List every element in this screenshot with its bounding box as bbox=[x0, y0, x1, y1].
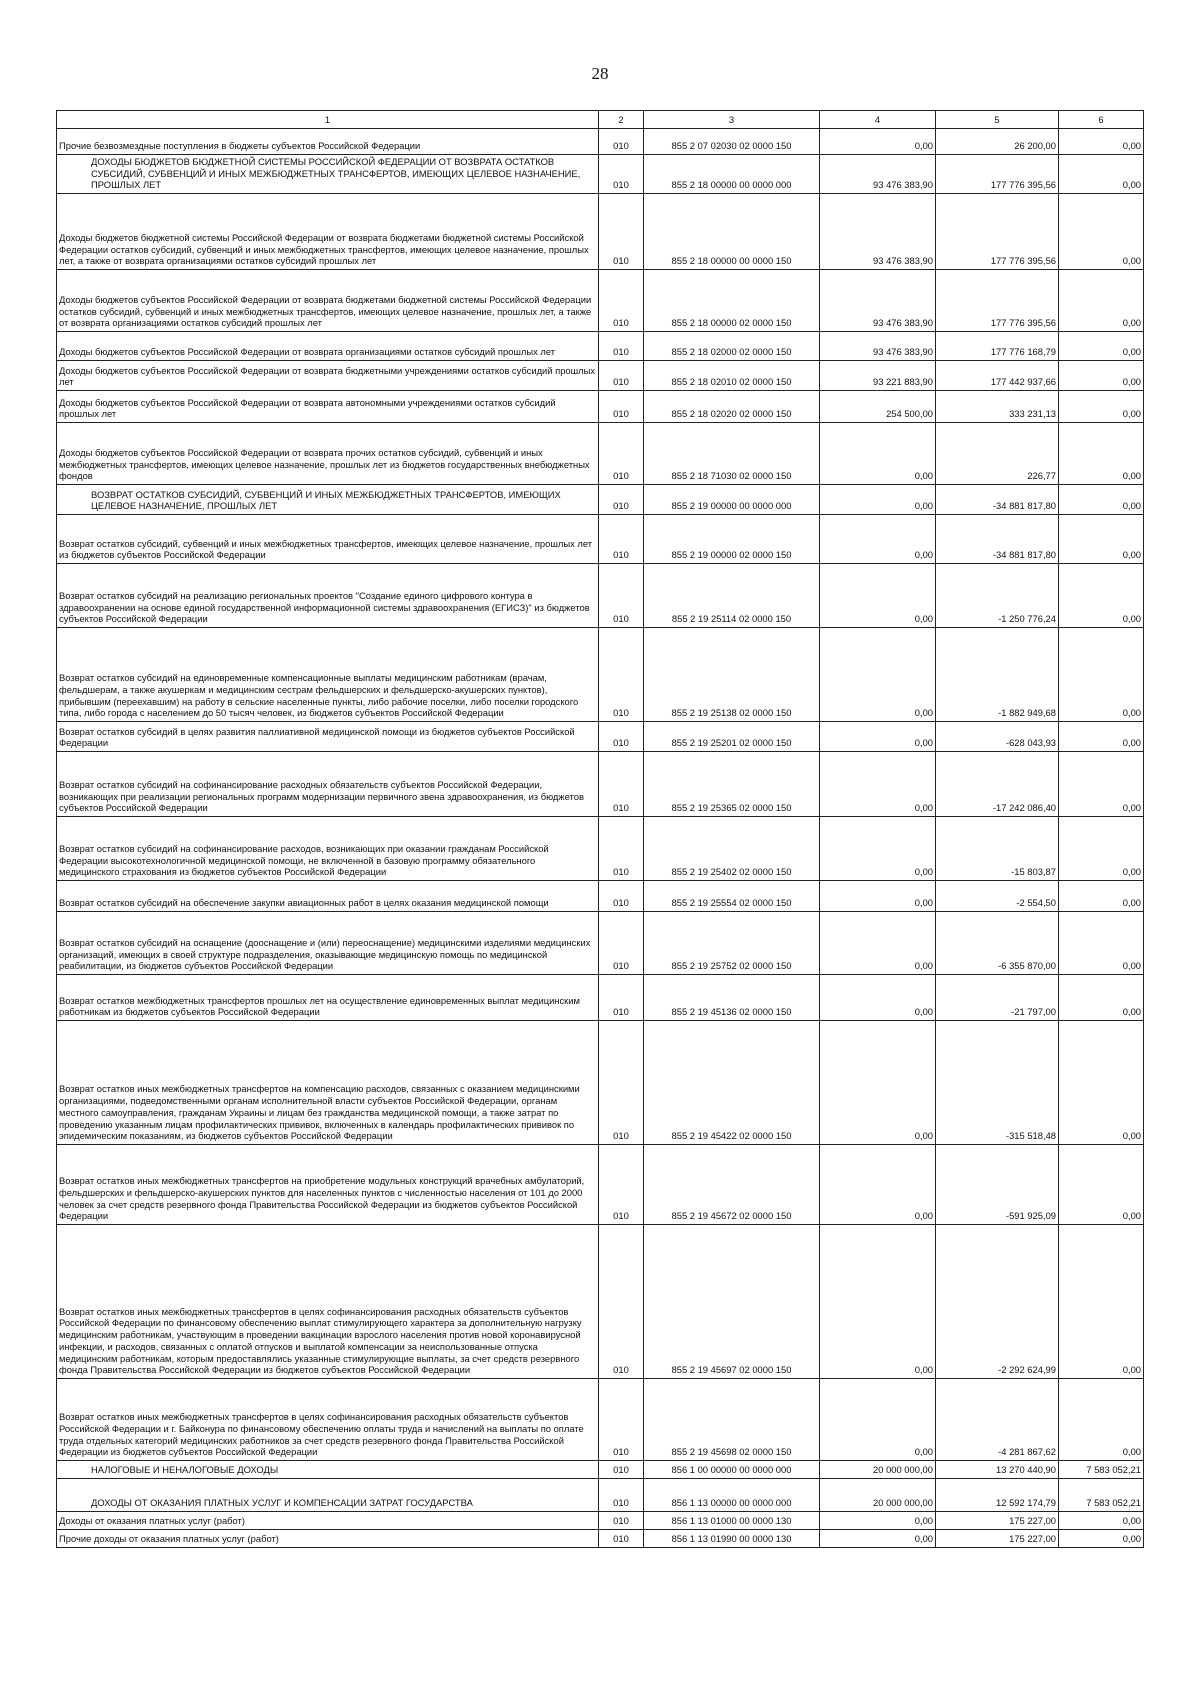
row-line-code: 010 bbox=[599, 361, 644, 391]
row-value-col5: -6 355 870,00 bbox=[936, 912, 1059, 975]
row-budget-code: 855 2 18 02020 02 0000 150 bbox=[644, 391, 820, 423]
table-row bbox=[57, 912, 1144, 975]
row-line-code: 010 bbox=[599, 1225, 644, 1379]
row-budget-code: 856 1 13 00000 00 0000 000 bbox=[644, 1479, 820, 1512]
row-value-col6: 0,00 bbox=[1059, 564, 1144, 628]
row-budget-code: 855 2 18 00000 02 0000 150 bbox=[644, 270, 820, 332]
table-row bbox=[57, 722, 1144, 752]
row-budget-code: 855 2 18 02000 02 0000 150 bbox=[644, 332, 820, 361]
row-value-col4: 0,00 bbox=[820, 1225, 936, 1379]
row-value-col4: 0,00 bbox=[820, 912, 936, 975]
row-budget-code: 855 2 19 00000 02 0000 150 bbox=[644, 515, 820, 564]
header-row bbox=[57, 111, 1144, 129]
row-value-col5: 12 592 174,79 bbox=[936, 1479, 1059, 1512]
row-value-col4: 0,00 bbox=[820, 485, 936, 515]
row-value-col5: -2 554,50 bbox=[936, 881, 1059, 912]
row-value-col5: -34 881 817,80 bbox=[936, 485, 1059, 515]
row-description: Возврат остатков субсидий на реализацию региональных проектов "Создание единого цифрового контура в здравоохранении на основе единой государственной информационной системы здравоохранения (ЕГИСЗ)" из бюджетов субъектов Российской Федерации bbox=[57, 564, 599, 628]
row-line-code: 010 bbox=[599, 332, 644, 361]
row-value-col4: 0,00 bbox=[820, 1512, 936, 1530]
row-value-col4: 254 500,00 bbox=[820, 391, 936, 423]
row-budget-code: 855 2 18 00000 00 0000 150 bbox=[644, 194, 820, 270]
row-description: Возврат остатков иных межбюджетных трансфертов в целях софинансирования расходных обязательств субъектов Российской Федерации и г. Байконура по финансовому обеспечению оплаты труда и начислений на выплаты по оплате труда отдельных категорий медицинских работников за счет средств резервного фонда Правительства Российской Федерации из бюджетов субъектов Российской Федерации bbox=[57, 1379, 599, 1461]
row-budget-code: 856 1 00 00000 00 0000 000 bbox=[644, 1461, 820, 1479]
row-value-col5: 177 442 937,66 bbox=[936, 361, 1059, 391]
row-budget-code: 855 2 19 25554 02 0000 150 bbox=[644, 881, 820, 912]
row-value-col6: 0,00 bbox=[1059, 485, 1144, 515]
row-value-col6: 0,00 bbox=[1059, 194, 1144, 270]
row-description: ДОХОДЫ БЮДЖЕТОВ БЮДЖЕТНОЙ СИСТЕМЫ РОССИЙСКОЙ ФЕДЕРАЦИИ ОТ ВОЗВРАТА ОСТАТКОВ СУБСИДИЙ, СУБВЕНЦИЙ И ИНЫХ МЕЖБЮДЖЕТНЫХ ТРАНСФЕРТОВ, ИМЕЮЩИХ ЦЕЛЕВОЕ НАЗНАЧЕНИЕ, ПРОШЛЫХ ЛЕТ bbox=[57, 155, 599, 194]
row-line-code: 010 bbox=[599, 1512, 644, 1530]
row-description: Доходы от оказания платных услуг (работ) bbox=[57, 1512, 599, 1530]
row-value-col5: 175 227,00 bbox=[936, 1512, 1059, 1530]
table-row bbox=[57, 1512, 1144, 1530]
row-line-code: 010 bbox=[599, 155, 644, 194]
row-value-col6: 0,00 bbox=[1059, 628, 1144, 722]
row-budget-code: 855 2 19 00000 00 0000 000 bbox=[644, 485, 820, 515]
row-budget-code: 855 2 19 25138 02 0000 150 bbox=[644, 628, 820, 722]
row-value-col5: 226,77 bbox=[936, 423, 1059, 485]
row-line-code: 010 bbox=[599, 194, 644, 270]
row-value-col6: 0,00 bbox=[1059, 391, 1144, 423]
row-value-col5: 177 776 168,79 bbox=[936, 332, 1059, 361]
row-description: НАЛОГОВЫЕ И НЕНАЛОГОВЫЕ ДОХОДЫ bbox=[57, 1461, 599, 1479]
row-value-col6: 0,00 bbox=[1059, 881, 1144, 912]
row-value-col4: 0,00 bbox=[820, 1379, 936, 1461]
table-row bbox=[57, 1145, 1144, 1225]
row-value-col6: 0,00 bbox=[1059, 752, 1144, 817]
table-row bbox=[57, 817, 1144, 881]
row-description: Доходы бюджетов субъектов Российской Федерации от возврата организациями остатков субсидий прошлых лет bbox=[57, 332, 599, 361]
table-row bbox=[57, 270, 1144, 332]
row-value-col6: 0,00 bbox=[1059, 423, 1144, 485]
row-value-col5: 177 776 395,56 bbox=[936, 270, 1059, 332]
row-description: Возврат остатков межбюджетных трансфертов прошлых лет на осуществление единовременных выплат медицинским работникам из бюджетов субъектов Российской Федерации bbox=[57, 975, 599, 1021]
row-value-col4: 0,00 bbox=[820, 722, 936, 752]
row-description: Доходы бюджетов субъектов Российской Федерации от возврата бюджетными учреждениями остатков субсидий прошлых лет bbox=[57, 361, 599, 391]
row-description: ВОЗВРАТ ОСТАТКОВ СУБСИДИЙ, СУБВЕНЦИЙ И ИНЫХ МЕЖБЮДЖЕТНЫХ ТРАНСФЕРТОВ, ИМЕЮЩИХ ЦЕЛЕВОЕ НАЗНАЧЕНИЕ, ПРОШЛЫХ ЛЕТ bbox=[57, 485, 599, 515]
table-row bbox=[57, 1461, 1144, 1479]
row-description: ДОХОДЫ ОТ ОКАЗАНИЯ ПЛАТНЫХ УСЛУГ И КОМПЕНСАЦИИ ЗАТРАТ ГОСУДАРСТВА bbox=[57, 1479, 599, 1512]
row-value-col5: 13 270 440,90 bbox=[936, 1461, 1059, 1479]
row-line-code: 010 bbox=[599, 628, 644, 722]
table-row bbox=[57, 752, 1144, 817]
row-value-col5: 175 227,00 bbox=[936, 1530, 1059, 1548]
row-budget-code: 855 2 19 25752 02 0000 150 bbox=[644, 912, 820, 975]
row-value-col5: -4 281 867,62 bbox=[936, 1379, 1059, 1461]
row-value-col5: 177 776 395,56 bbox=[936, 194, 1059, 270]
row-value-col6: 0,00 bbox=[1059, 1379, 1144, 1461]
row-value-col4: 93 476 383,90 bbox=[820, 155, 936, 194]
table-row bbox=[57, 1479, 1144, 1512]
page-number: 28 bbox=[591, 64, 609, 83]
row-value-col4: 0,00 bbox=[820, 515, 936, 564]
row-value-col4: 0,00 bbox=[820, 628, 936, 722]
row-value-col5: 26 200,00 bbox=[936, 129, 1059, 155]
row-value-col4: 0,00 bbox=[820, 564, 936, 628]
row-budget-code: 855 2 19 45422 02 0000 150 bbox=[644, 1021, 820, 1145]
row-line-code: 010 bbox=[599, 564, 644, 628]
row-value-col4: 0,00 bbox=[820, 423, 936, 485]
row-value-col5: -1 250 776,24 bbox=[936, 564, 1059, 628]
row-description: Возврат остатков субсидий в целях развития паллиативной медицинской помощи из бюджетов субъектов Российской Федерации bbox=[57, 722, 599, 752]
table-row bbox=[57, 485, 1144, 515]
row-line-code: 010 bbox=[599, 485, 644, 515]
row-budget-code: 855 2 19 25402 02 0000 150 bbox=[644, 817, 820, 881]
row-value-col4: 93 476 383,90 bbox=[820, 270, 936, 332]
row-budget-code: 855 2 19 45698 02 0000 150 bbox=[644, 1379, 820, 1461]
row-value-col5: -591 925,09 bbox=[936, 1145, 1059, 1225]
row-line-code: 010 bbox=[599, 1530, 644, 1548]
row-budget-code: 855 2 19 45672 02 0000 150 bbox=[644, 1145, 820, 1225]
row-description: Возврат остатков субсидий на оснащение (дооснащение и (или) переоснащение) медицинскими изделиями медицинских организаций, имеющих в своей структуре подразделения, оказывающие медицинскую помощь по медицинской реабилитации, из бюджетов субъектов Российской Федерации bbox=[57, 912, 599, 975]
row-budget-code: 855 2 19 25365 02 0000 150 bbox=[644, 752, 820, 817]
row-budget-code: 855 2 19 45136 02 0000 150 bbox=[644, 975, 820, 1021]
row-budget-code: 855 2 19 25114 02 0000 150 bbox=[644, 564, 820, 628]
row-value-col6: 0,00 bbox=[1059, 332, 1144, 361]
row-line-code: 010 bbox=[599, 1021, 644, 1145]
row-value-col6: 0,00 bbox=[1059, 129, 1144, 155]
row-line-code: 010 bbox=[599, 817, 644, 881]
row-value-col6: 0,00 bbox=[1059, 912, 1144, 975]
row-description: Прочие безвозмездные поступления в бюджеты субъектов Российской Федерации bbox=[57, 129, 599, 155]
row-value-col5: 333 231,13 bbox=[936, 391, 1059, 423]
header-col-1: 1 bbox=[57, 111, 599, 129]
row-description: Возврат остатков субсидий на софинансирование расходов, возникающих при оказании гражданам Российской Федерации высокотехнологичной медицинской помощи, не включенной в базовую программу обязательного медицинского страхования из бюджетов субъектов Российской Федерации bbox=[57, 817, 599, 881]
row-value-col5: -17 242 086,40 bbox=[936, 752, 1059, 817]
row-value-col5: 177 776 395,56 bbox=[936, 155, 1059, 194]
row-value-col6: 0,00 bbox=[1059, 155, 1144, 194]
table-row bbox=[57, 391, 1144, 423]
table-row bbox=[57, 1225, 1144, 1379]
row-description: Доходы бюджетов бюджетной системы Российской Федерации от возврата бюджетами бюджетной системы Российской Федерации остатков субсидий, субвенций и иных межбюджетных трансфертов, имеющих целевое назначение, прошлых лет, а также от возврата организациями остатков субсидий прошлых лет bbox=[57, 194, 599, 270]
header-col-5: 5 bbox=[936, 111, 1059, 129]
table-row bbox=[57, 1021, 1144, 1145]
row-budget-code: 855 2 19 25201 02 0000 150 bbox=[644, 722, 820, 752]
row-line-code: 010 bbox=[599, 722, 644, 752]
table-row bbox=[57, 129, 1144, 155]
table-row bbox=[57, 332, 1144, 361]
row-line-code: 010 bbox=[599, 270, 644, 332]
row-line-code: 010 bbox=[599, 912, 644, 975]
row-value-col6: 0,00 bbox=[1059, 975, 1144, 1021]
row-line-code: 010 bbox=[599, 752, 644, 817]
row-value-col6: 0,00 bbox=[1059, 817, 1144, 881]
row-value-col5: -34 881 817,80 bbox=[936, 515, 1059, 564]
table-row bbox=[57, 194, 1144, 270]
row-value-col4: 0,00 bbox=[820, 817, 936, 881]
row-value-col6: 0,00 bbox=[1059, 722, 1144, 752]
row-value-col4: 0,00 bbox=[820, 881, 936, 912]
row-line-code: 010 bbox=[599, 423, 644, 485]
row-budget-code: 856 1 13 01000 00 0000 130 bbox=[644, 1512, 820, 1530]
row-budget-code: 855 2 18 02010 02 0000 150 bbox=[644, 361, 820, 391]
row-line-code: 010 bbox=[599, 391, 644, 423]
row-value-col5: -628 043,93 bbox=[936, 722, 1059, 752]
row-description: Возврат остатков субсидий на обеспечение закупки авиационных работ в целях оказания медицинской помощи bbox=[57, 881, 599, 912]
row-value-col4: 93 221 883,90 bbox=[820, 361, 936, 391]
row-line-code: 010 bbox=[599, 515, 644, 564]
row-budget-code: 855 2 07 02030 02 0000 150 bbox=[644, 129, 820, 155]
row-value-col5: -2 292 624,99 bbox=[936, 1225, 1059, 1379]
revenue-table bbox=[56, 110, 1144, 1548]
row-value-col4: 0,00 bbox=[820, 752, 936, 817]
row-value-col5: -21 797,00 bbox=[936, 975, 1059, 1021]
row-value-col6: 0,00 bbox=[1059, 1145, 1144, 1225]
row-line-code: 010 bbox=[599, 881, 644, 912]
table-row bbox=[57, 564, 1144, 628]
row-value-col4: 0,00 bbox=[820, 1530, 936, 1548]
row-value-col6: 0,00 bbox=[1059, 1225, 1144, 1379]
row-line-code: 010 bbox=[599, 1145, 644, 1225]
header-col-4: 4 bbox=[820, 111, 936, 129]
row-description: Доходы бюджетов субъектов Российской Федерации от возврата прочих остатков субсидий, субвенций и иных межбюджетных трансфертов, имеющих целевое назначение, прошлых лет из бюджетов государственных внебюджетных фондов bbox=[57, 423, 599, 485]
row-description: Возврат остатков иных межбюджетных трансфертов на приобретение модульных конструкций врачебных амбулаторий, фельдшерских и фельдшерско-акушерских пунктов для населенных пунктов с численностью населения от 101 до 2000 человек за счет средств резервного фонда Правительства Российской Федерации из бюджетов субъектов Российской Федерации bbox=[57, 1145, 599, 1225]
row-value-col5: -1 882 949,68 bbox=[936, 628, 1059, 722]
row-value-col4: 0,00 bbox=[820, 129, 936, 155]
row-line-code: 010 bbox=[599, 129, 644, 155]
row-value-col6: 7 583 052,21 bbox=[1059, 1479, 1144, 1512]
row-line-code: 010 bbox=[599, 1379, 644, 1461]
row-budget-code: 855 2 18 71030 02 0000 150 bbox=[644, 423, 820, 485]
row-value-col4: 93 476 383,90 bbox=[820, 194, 936, 270]
row-budget-code: 855 2 18 00000 00 0000 000 bbox=[644, 155, 820, 194]
row-value-col4: 0,00 bbox=[820, 1145, 936, 1225]
row-value-col4: 0,00 bbox=[820, 1021, 936, 1145]
table-row bbox=[57, 628, 1144, 722]
table-row bbox=[57, 361, 1144, 391]
row-description: Доходы бюджетов субъектов Российской Федерации от возврата бюджетами бюджетной системы Российской Федерации остатков субсидий, субвенций и иных межбюджетных трансфертов, имеющих целевое назначение, прошлых лет, а также от возврата организациями остатков субсидий прошлых лет bbox=[57, 270, 599, 332]
table-row bbox=[57, 1530, 1144, 1548]
row-description: Возврат остатков иных межбюджетных трансфертов на компенсацию расходов, связанных с оказанием медицинскими организациями, подведомственными органам исполнительной власти субъектов Российской Федерации, органам местного самоуправления, гражданам Украины и лицам без гражданства медицинской помощи, а также затрат по проведению указанным лицам профилактических прививок, включенных в календарь профилактических прививок по эпидемическим показаниям, из бюджетов субъектов Российской Федерации bbox=[57, 1021, 599, 1145]
row-value-col4: 20 000 000,00 bbox=[820, 1479, 936, 1512]
row-line-code: 010 bbox=[599, 975, 644, 1021]
row-value-col6: 0,00 bbox=[1059, 515, 1144, 564]
row-value-col6: 0,00 bbox=[1059, 361, 1144, 391]
row-line-code: 010 bbox=[599, 1461, 644, 1479]
table-row bbox=[57, 155, 1144, 194]
header-col-3: 3 bbox=[644, 111, 820, 129]
row-value-col6: 0,00 bbox=[1059, 1530, 1144, 1548]
row-budget-code: 856 1 13 01990 00 0000 130 bbox=[644, 1530, 820, 1548]
row-description: Доходы бюджетов субъектов Российской Федерации от возврата автономными учреждениями остатков субсидий прошлых лет bbox=[57, 391, 599, 423]
table-row bbox=[57, 881, 1144, 912]
row-value-col4: 93 476 383,90 bbox=[820, 332, 936, 361]
row-description: Возврат остатков субсидий на единовременные компенсационные выплаты медицинским работникам (врачам, фельдшерам, а также акушеркам и медицинским сестрам фельдшерских и фельдшерско-акушерских пунктов), прибывшим (переехавшим) на работу в сельские населенные пункты, либо рабочие поселки, либо поселки городского типа, либо города с населением до 50 тысяч человек, из бюджетов субъектов Российской Федерации bbox=[57, 628, 599, 722]
row-value-col6: 0,00 bbox=[1059, 1021, 1144, 1145]
row-value-col4: 20 000 000,00 bbox=[820, 1461, 936, 1479]
header-col-2: 2 bbox=[599, 111, 644, 129]
row-value-col6: 0,00 bbox=[1059, 1512, 1144, 1530]
row-line-code: 010 bbox=[599, 1479, 644, 1512]
row-description: Возврат остатков субсидий на софинансирование расходных обязательств субъектов Российской Федерации, возникающих при реализации региональных программ модернизации первичного звена здравоохранения, из бюджетов субъектов Российской Федерации bbox=[57, 752, 599, 817]
table-row bbox=[57, 423, 1144, 485]
row-value-col6: 0,00 bbox=[1059, 270, 1144, 332]
table-row bbox=[57, 975, 1144, 1021]
row-description: Возврат остатков иных межбюджетных трансфертов в целях софинансирования расходных обязательств субъектов Российской Федерации по финансовому обеспечению выплат стимулирующего характера за дополнительную нагрузку медицинским работникам, участвующим в проведении вакцинации взрослого населения против новой коронавирусной инфекции, и расходов, связанных с оплатой отпусков и выплатой компенсации за неиспользованные отпуска медицинским работникам, которым предоставлялись указанные стимулирующие выплаты, за счет средств резервного фонда Правительства Российской Федерации из бюджетов субъектов Российской Федерации bbox=[57, 1225, 599, 1379]
row-value-col5: -315 518,48 bbox=[936, 1021, 1059, 1145]
row-value-col6: 7 583 052,21 bbox=[1059, 1461, 1144, 1479]
table-row bbox=[57, 1379, 1144, 1461]
row-budget-code: 855 2 19 45697 02 0000 150 bbox=[644, 1225, 820, 1379]
row-description: Прочие доходы от оказания платных услуг (работ) bbox=[57, 1530, 599, 1548]
table-row bbox=[57, 515, 1144, 564]
row-value-col5: -15 803,87 bbox=[936, 817, 1059, 881]
row-value-col4: 0,00 bbox=[820, 975, 936, 1021]
row-description: Возврат остатков субсидий, субвенций и иных межбюджетных трансфертов, имеющих целевое назначение, прошлых лет из бюджетов субъектов Российской Федерации bbox=[57, 515, 599, 564]
header-col-6: 6 bbox=[1059, 111, 1144, 129]
